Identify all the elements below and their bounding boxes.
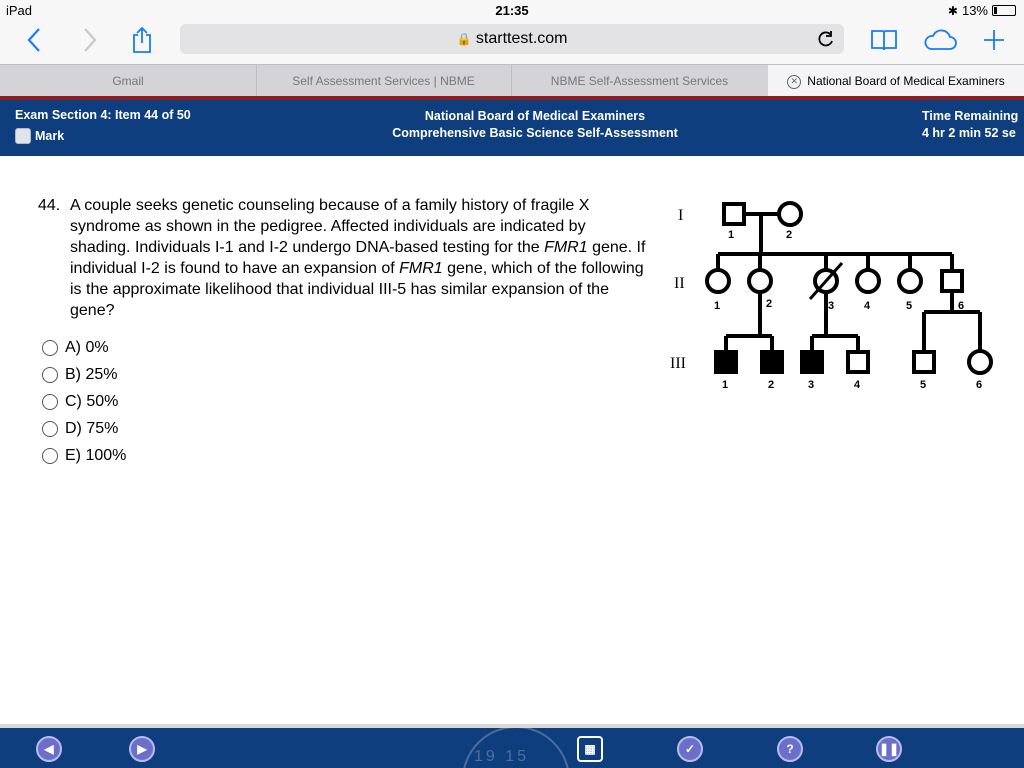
option-label: B) 25% (65, 365, 118, 383)
browser-toolbar (0, 20, 1024, 64)
exam-footer (0, 728, 1024, 768)
generation-label: III (670, 355, 686, 372)
pedigree-female (969, 351, 991, 373)
pedigree-female (707, 270, 729, 292)
generation-label: II (674, 275, 685, 292)
status-right (948, 3, 1016, 18)
gene-name: FMR1 (544, 239, 588, 256)
device-name: iPad (6, 3, 33, 18)
chevron-right-icon (82, 27, 98, 53)
lock-icon: 🔒 (456, 32, 472, 46)
icloud-tabs-button[interactable] (922, 22, 958, 58)
pedigree-male (914, 352, 934, 372)
answer-options (42, 334, 126, 469)
individual-number: 1 (722, 379, 729, 391)
question-stem (38, 195, 648, 321)
forward-button[interactable] (72, 22, 108, 58)
individual-number: 6 (976, 379, 983, 391)
help-button[interactable] (777, 736, 803, 762)
review-button[interactable] (677, 736, 703, 762)
tab-strip (0, 64, 1024, 97)
new-tab-button[interactable] (976, 22, 1012, 58)
pedigree-female (857, 270, 879, 292)
radio-button[interactable] (42, 367, 58, 383)
individual-number: 6 (958, 300, 965, 312)
generation-label: I (678, 207, 684, 224)
timer-value: 4 hr 2 min 52 se (922, 126, 1016, 140)
timer (922, 108, 1018, 142)
question-text-part: gene. If individual I-2 is found to have an expansion of (70, 239, 646, 277)
question-number: 44. (38, 197, 61, 214)
gene-name: FMR1 (399, 260, 443, 277)
individual-number: 2 (768, 379, 775, 391)
option-d[interactable] (42, 415, 126, 442)
option-e[interactable] (42, 442, 126, 469)
battery-icon (992, 5, 1016, 16)
question-text (70, 195, 648, 321)
share-icon (131, 26, 153, 54)
arrow-right-icon: ▶ (137, 742, 147, 756)
tab-label: National Board of Medical Examiners (807, 74, 1005, 88)
header-title (0, 108, 1024, 142)
book-icon (870, 29, 898, 51)
bookmarks-button[interactable] (866, 22, 902, 58)
pedigree-female (899, 270, 921, 292)
pedigree-female (749, 270, 771, 292)
pedigree-chart (660, 190, 1000, 400)
question-text-part: A couple seeks genetic counseling because of a family history of fragile X syndrome as shown in the pedigree. Affected individuals are indicated by shading. Individuals I-1 and I-2 undergo DNA-based testing for the (70, 197, 590, 256)
pedigree-male-affected (762, 352, 782, 372)
exam-header (0, 96, 1024, 156)
option-label: D) 75% (65, 419, 119, 437)
pedigree-male (848, 352, 868, 372)
item-counter: Exam Section 4: Item 44 of 50 (15, 108, 191, 122)
status-bar (0, 0, 1024, 20)
chevron-left-icon (26, 27, 42, 53)
reload-icon[interactable] (816, 29, 836, 49)
radio-button[interactable] (42, 421, 58, 437)
checkmark-icon: ✓ (684, 742, 696, 756)
pedigree-male-affected (802, 352, 822, 372)
plus-icon (982, 28, 1006, 52)
org-title: National Board of Medical Examiners (424, 109, 646, 123)
tab-self-assessment-services[interactable]: Self Assessment Services | NBME (256, 65, 512, 97)
individual-number: 5 (906, 300, 913, 312)
address-bar[interactable] (180, 24, 844, 54)
lab-values-icon: ▦ (584, 742, 596, 756)
battery-fill (994, 7, 997, 14)
url-text: starttest.com (475, 30, 568, 47)
bluetooth-icon: ✱ (947, 3, 958, 18)
clock: 21:35 (495, 3, 529, 18)
individual-number: 1 (714, 300, 721, 312)
pedigree-male (724, 204, 744, 224)
radio-button[interactable] (42, 340, 58, 356)
cloud-icon (923, 29, 957, 51)
timer-label: Time Remaining (922, 109, 1019, 123)
tab-nbme-self-assessment[interactable]: NBME Self-Assessment Services (511, 65, 769, 97)
individual-number: 2 (766, 298, 773, 310)
option-label: A) 0% (65, 338, 109, 356)
pause-icon: ❚❚ (878, 742, 900, 756)
pedigree-female (779, 203, 801, 225)
lab-values-button[interactable] (577, 736, 603, 762)
tab-gmail[interactable]: Gmail (0, 65, 257, 97)
question-text-part: gene, which of the following is the approximate likelihood that individual III-5 has similar expansion of the gene? (70, 260, 644, 319)
mark-label: Mark (35, 129, 65, 143)
radio-button[interactable] (42, 448, 58, 464)
share-button[interactable] (124, 22, 160, 58)
close-tab-icon[interactable]: ✕ (787, 75, 801, 89)
individual-number: 5 (920, 379, 927, 391)
option-label: C) 50% (65, 392, 119, 410)
individual-number: 3 (808, 379, 815, 391)
radio-button[interactable] (42, 394, 58, 410)
individual-number: 4 (854, 379, 861, 391)
option-b[interactable] (42, 361, 126, 388)
previous-button[interactable] (36, 736, 62, 762)
tab-nbme-active[interactable] (768, 65, 1024, 97)
individual-number: 3 (828, 300, 835, 312)
question-mark-icon: ? (786, 742, 794, 756)
back-button[interactable] (16, 22, 52, 58)
pedigree-male-affected (716, 352, 736, 372)
url-display (180, 30, 844, 48)
arrow-left-icon: ◀ (44, 742, 54, 756)
pedigree-male (942, 271, 962, 291)
next-button[interactable] (129, 736, 155, 762)
seal-year: 19 15 (474, 748, 530, 765)
individual-number: 2 (786, 229, 793, 241)
option-label: E) 100% (65, 446, 127, 464)
pause-button[interactable] (876, 736, 902, 762)
individual-number: 1 (728, 229, 735, 241)
exam-title: Comprehensive Basic Science Self-Assessment (392, 126, 678, 140)
option-a[interactable] (42, 334, 126, 361)
battery-percent: 13% (961, 3, 988, 18)
individual-number: 4 (864, 300, 871, 312)
option-c[interactable] (42, 388, 126, 415)
